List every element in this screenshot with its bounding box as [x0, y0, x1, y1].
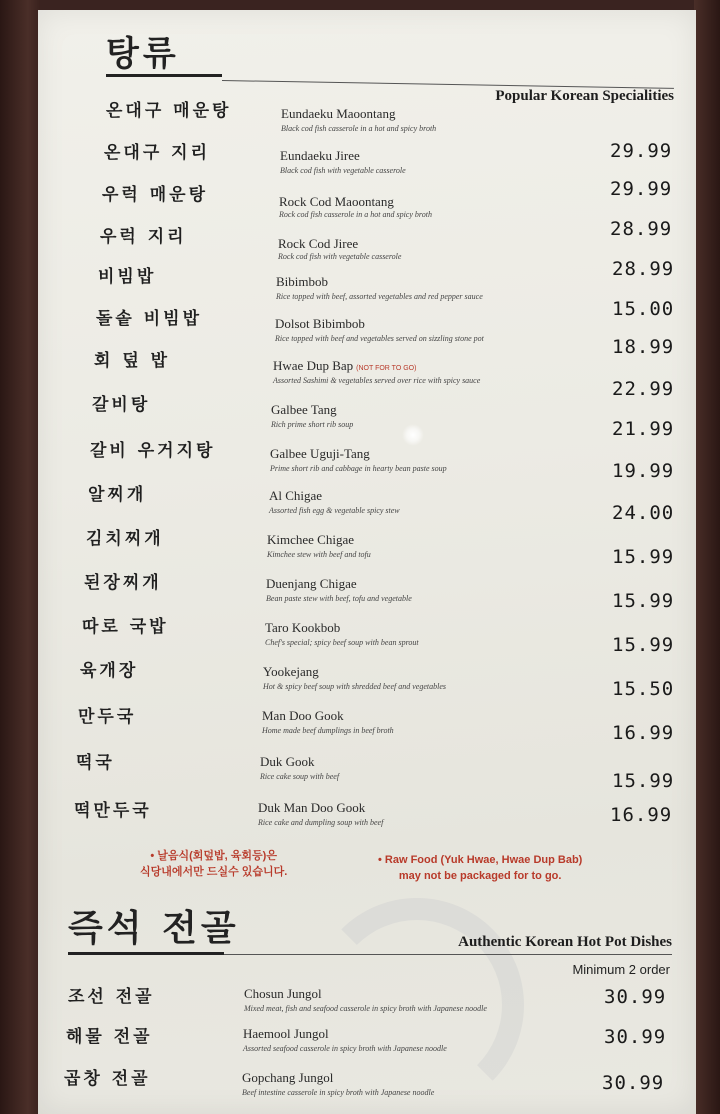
item-korean-name: 알찌개 — [88, 485, 147, 505]
item-english-name: Rock Cod Jiree — [278, 236, 359, 251]
item-english-name: Kimchee Chigae — [267, 532, 354, 547]
item-price: 29.99 — [610, 178, 673, 200]
item-korean-name: 떡만두국 — [74, 801, 152, 821]
item-description: Hot & spicy beef soup with shredded beef and vegetables — [263, 682, 446, 691]
item-english-name: Al Chigae — [269, 488, 323, 503]
item-price: 28.99 — [610, 218, 673, 240]
warning-korean-line2: 식당내에서만 드실수 있습니다. — [140, 866, 288, 878]
section-divider — [224, 954, 672, 955]
item-korean-name: 김치찌개 — [86, 529, 164, 549]
item-korean-name: 온대구 지리 — [104, 143, 211, 163]
item-english-name: Duk Man Doo Gook — [258, 800, 366, 815]
item-english-name: Duenjang Chigae — [266, 576, 357, 591]
item-price: 30.99 — [602, 1072, 665, 1094]
item-description: Assorted fish egg & vegetable spicy stew — [269, 506, 400, 515]
menu-item — [0, 260, 720, 302]
item-price: 15.50 — [612, 678, 675, 700]
menu-item — [0, 176, 720, 218]
item-english-name: Gopchang Jungol — [242, 1070, 334, 1085]
item-price: 19.99 — [612, 460, 675, 482]
item-description: Rice topped with beef, assorted vegetables and red pepper sauce — [276, 292, 483, 301]
item-description: Mixed meat, fish and seafood casserole in spicy broth with Japanese noodle — [244, 1004, 487, 1013]
item-korean-name: 갈비탕 — [92, 395, 151, 415]
item-english-name — [273, 358, 416, 374]
item-price: 15.99 — [612, 634, 675, 656]
item-description: Kimchee stew with beef and tofu — [267, 550, 371, 559]
item-description: Assorted Sashimi & vegetables served over rice with spicy sauce — [273, 376, 481, 385]
item-price: 22.99 — [612, 378, 675, 400]
item-english-label: Hwae Dup Bap — [273, 358, 354, 373]
section-title-soups: 탕류 — [106, 34, 180, 74]
item-korean-name: 돌솥 비빔밥 — [96, 309, 203, 329]
item-korean-name: 떡국 — [76, 753, 115, 773]
item-price: 29.99 — [610, 140, 673, 162]
menu-item — [0, 1062, 720, 1104]
item-korean-name: 따로 국밥 — [82, 617, 169, 637]
item-description: Rice topped with beef and vegetables served on sizzling stone pot — [275, 334, 484, 343]
item-price: 21.99 — [612, 418, 675, 440]
item-korean-name: 조선 전골 — [68, 987, 155, 1007]
item-description: Black cod fish with vegetable casserole — [280, 166, 406, 175]
menu-item — [0, 94, 720, 136]
item-price: 30.99 — [604, 986, 667, 1008]
item-description: Chef's special; spicy beef soup with bean sprout — [265, 638, 419, 647]
item-description: Beef intestine casserole in spicy broth with Japanese noodle — [242, 1088, 435, 1097]
item-description: Prime short rib and cabbage in hearty bean paste soup — [270, 464, 447, 473]
item-korean-name: 만두국 — [78, 707, 137, 727]
menu-item — [0, 136, 720, 178]
item-price: 28.99 — [612, 258, 675, 280]
item-korean-name: 우럭 지리 — [100, 227, 187, 247]
item-english-name: Eundaeku Maoontang — [281, 106, 396, 121]
menu-item — [0, 1020, 720, 1062]
raw-food-warning-korean — [140, 848, 287, 880]
warning-korean-line1: • 날음식(회덮밥, 육회등)은 — [150, 850, 277, 862]
item-english-name: Taro Kookbob — [265, 620, 341, 635]
item-korean-name: 곱창 전골 — [64, 1069, 151, 1089]
item-korean-name: 우럭 매운탕 — [102, 185, 209, 205]
item-english-name: Eundaeku Jiree — [280, 148, 360, 163]
section-title-underline — [68, 952, 224, 955]
section-title-hotpot: 즉석 전골 — [68, 908, 240, 949]
minimum-order-note: Minimum 2 order — [572, 962, 670, 977]
item-description: Rice cake and dumpling soup with beef — [258, 818, 384, 827]
section-title-underline — [106, 74, 222, 77]
item-english-name: Galbee Tang — [271, 402, 337, 417]
menu-item — [0, 980, 720, 1022]
item-korean-name: 회 덮 밥 — [94, 351, 171, 371]
item-price: 15.99 — [612, 546, 675, 568]
item-note: (NOT FOR TO GO) — [356, 365, 417, 372]
item-description: Assorted seafood casserole in spicy broth with Japanese noodle — [243, 1044, 447, 1053]
item-description: Rice cake soup with beef — [260, 772, 340, 781]
item-korean-name: 온대구 매운탕 — [106, 101, 232, 121]
item-english-name: Chosun Jungol — [244, 986, 322, 1001]
item-description: Rich prime short rib soup — [271, 420, 354, 429]
raw-food-warning-english — [378, 852, 582, 884]
item-description: Rock cod fish casserole in a hot and spicy broth — [279, 210, 432, 219]
item-price: 18.99 — [612, 336, 675, 358]
item-price: 16.99 — [610, 804, 673, 826]
item-description: Bean paste stew with beef, tofu and vegetable — [266, 594, 412, 603]
item-description: Home made beef dumplings in beef broth — [262, 726, 394, 735]
item-price: 24.00 — [612, 502, 675, 524]
item-price: 15.99 — [612, 590, 675, 612]
warning-english-line1: • Raw Food (Yuk Hwae, Hwae Dup Bab) — [378, 854, 583, 866]
item-english-name: Yookejang — [263, 664, 319, 679]
warning-english-line2: may not be packaged for to go. — [398, 870, 562, 882]
item-price: 16.99 — [612, 722, 675, 744]
section-subtitle-hotpot: Authentic Korean Hot Pot Dishes — [458, 934, 672, 950]
item-english-name: Dolsot Bibimbob — [275, 316, 365, 331]
item-korean-name: 해물 전골 — [66, 1027, 153, 1047]
section-subtitle-soups: Popular Korean Specialities — [495, 88, 674, 104]
item-price: 30.99 — [604, 1026, 667, 1048]
item-korean-name: 비빔밥 — [98, 267, 157, 287]
menu-item — [0, 218, 720, 260]
item-english-name: Duk Gook — [260, 754, 315, 769]
item-english-name: Galbee Uguji-Tang — [270, 446, 370, 461]
item-korean-name: 육개장 — [80, 661, 139, 681]
item-korean-name: 된장찌개 — [84, 573, 162, 593]
item-english-name: Bibimbob — [276, 274, 329, 289]
item-english-name: Man Doo Gook — [262, 708, 344, 723]
item-korean-name: 갈비 우거지탕 — [90, 441, 216, 461]
item-price: 15.99 — [612, 770, 675, 792]
item-english-name: Rock Cod Maoontang — [279, 194, 394, 209]
item-english-name: Haemool Jungol — [243, 1026, 329, 1041]
item-description: Black cod fish casserole in a hot and spicy broth — [281, 124, 437, 133]
item-description: Rock cod fish with vegetable casserole — [278, 252, 402, 261]
item-price: 15.00 — [612, 298, 675, 320]
